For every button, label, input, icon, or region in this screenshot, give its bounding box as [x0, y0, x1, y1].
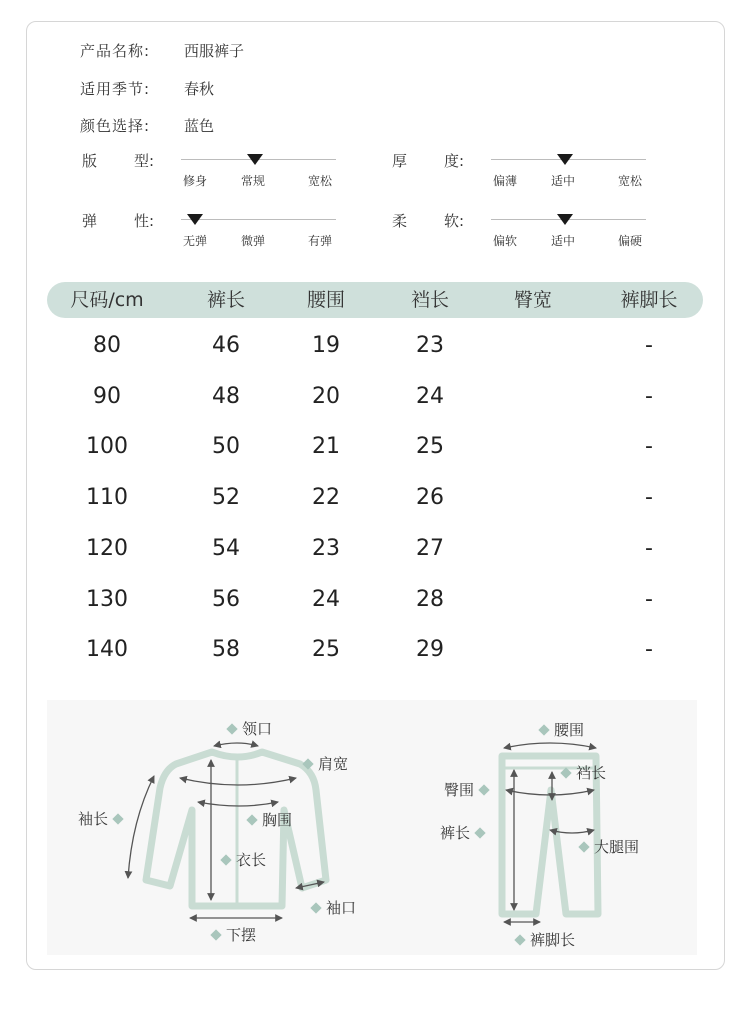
label-shoulder: 肩宽 [298, 753, 348, 774]
diamond-icon [478, 784, 489, 795]
diamond-icon [538, 724, 549, 735]
table-cell: - [645, 536, 653, 561]
table-cell: 23 [416, 333, 444, 358]
column-header-leg-opening: 裤脚长 [620, 289, 678, 311]
diamond-icon [578, 841, 589, 852]
diamond-icon [560, 767, 571, 778]
diamond-icon [220, 854, 231, 865]
table-cell: - [645, 637, 653, 662]
column-header-pants-length: 裤长 [206, 289, 245, 311]
table-cell: 29 [416, 637, 444, 662]
label-hem: 下摆 [206, 924, 256, 945]
info-label: 适用季节: [80, 80, 151, 98]
table-cell: - [645, 434, 653, 459]
scale-option: 偏软 [493, 234, 518, 248]
scale-label-fit: 版 型: [82, 152, 155, 170]
table-cell: 58 [212, 637, 240, 662]
table-cell: 23 [312, 536, 340, 561]
scale-option: 适中 [551, 174, 576, 188]
label-hip: 臀围 [444, 779, 494, 800]
scale-option: 适中 [551, 234, 576, 248]
label-leg-opening: 裤脚长 [510, 929, 575, 950]
table-cell: 24 [416, 384, 444, 409]
scale-label-thickness: 厚 度: [392, 152, 465, 170]
table-cell: 50 [212, 434, 240, 459]
table-cell: - [645, 587, 653, 612]
label-waist: 腰围 [534, 719, 584, 740]
scale-option: 常规 [241, 174, 266, 188]
scale-label-softness: 柔 软: [392, 212, 465, 230]
scale-option: 无弹 [183, 234, 208, 248]
table-cell: 100 [86, 434, 128, 459]
table-cell: 120 [86, 536, 128, 561]
table-cell: 24 [312, 587, 340, 612]
table-cell: 25 [312, 637, 340, 662]
label-length: 衣长 [216, 849, 266, 870]
column-header-waist: 腰围 [306, 289, 345, 311]
diamond-icon [310, 902, 321, 913]
table-cell: 110 [86, 485, 128, 510]
table-cell: - [645, 485, 653, 510]
diamond-icon [112, 813, 123, 824]
table-cell: 48 [212, 384, 240, 409]
info-value: 蓝色 [184, 117, 215, 135]
label-pants-length: 裤长 [440, 822, 490, 843]
jacket-measure-lines [128, 743, 324, 918]
scale-option: 宽松 [618, 174, 643, 188]
diamond-icon [302, 758, 313, 769]
table-cell: - [645, 384, 653, 409]
table-cell: 46 [212, 333, 240, 358]
table-cell: 90 [93, 384, 121, 409]
label-thigh: 大腿围 [574, 836, 639, 857]
info-value: 西服裤子 [184, 42, 245, 60]
diamond-icon [474, 827, 485, 838]
info-label: 颜色选择: [80, 117, 151, 135]
table-cell: 52 [212, 485, 240, 510]
label-rise: 裆长 [556, 762, 606, 783]
scale-option: 偏硬 [618, 234, 643, 248]
table-cell: 140 [86, 637, 128, 662]
table-cell: 22 [312, 485, 340, 510]
info-value: 春秋 [184, 80, 215, 98]
table-cell: 56 [212, 587, 240, 612]
label-chest: 胸围 [242, 809, 292, 830]
table-cell: 27 [416, 536, 444, 561]
table-cell: 19 [312, 333, 340, 358]
scale-option: 偏薄 [493, 174, 518, 188]
table-cell: 21 [312, 434, 340, 459]
table-cell: 80 [93, 333, 121, 358]
diamond-icon [210, 929, 221, 940]
label-cuff: 袖口 [306, 897, 356, 918]
table-cell: 20 [312, 384, 340, 409]
label-sleeve-length: 袖长 [78, 808, 128, 829]
label-collar: 领口 [222, 718, 272, 739]
column-header-size: 尺码/cm [70, 289, 144, 311]
scale-option: 微弹 [241, 234, 266, 248]
diamond-icon [246, 814, 257, 825]
table-cell: 26 [416, 485, 444, 510]
diamond-icon [226, 723, 237, 734]
table-cell: 28 [416, 587, 444, 612]
info-label: 产品名称: [80, 42, 151, 60]
column-header-rise: 裆长 [410, 289, 449, 311]
scale-option: 有弹 [308, 234, 333, 248]
column-header-hip: 臀宽 [513, 289, 552, 311]
table-cell: 54 [212, 536, 240, 561]
table-cell: - [645, 333, 653, 358]
table-cell: 25 [416, 434, 444, 459]
scale-option: 宽松 [308, 174, 333, 188]
table-cell: 130 [86, 587, 128, 612]
scale-label-elasticity: 弹 性: [82, 212, 155, 230]
diamond-icon [514, 934, 525, 945]
scale-option: 修身 [183, 174, 208, 188]
